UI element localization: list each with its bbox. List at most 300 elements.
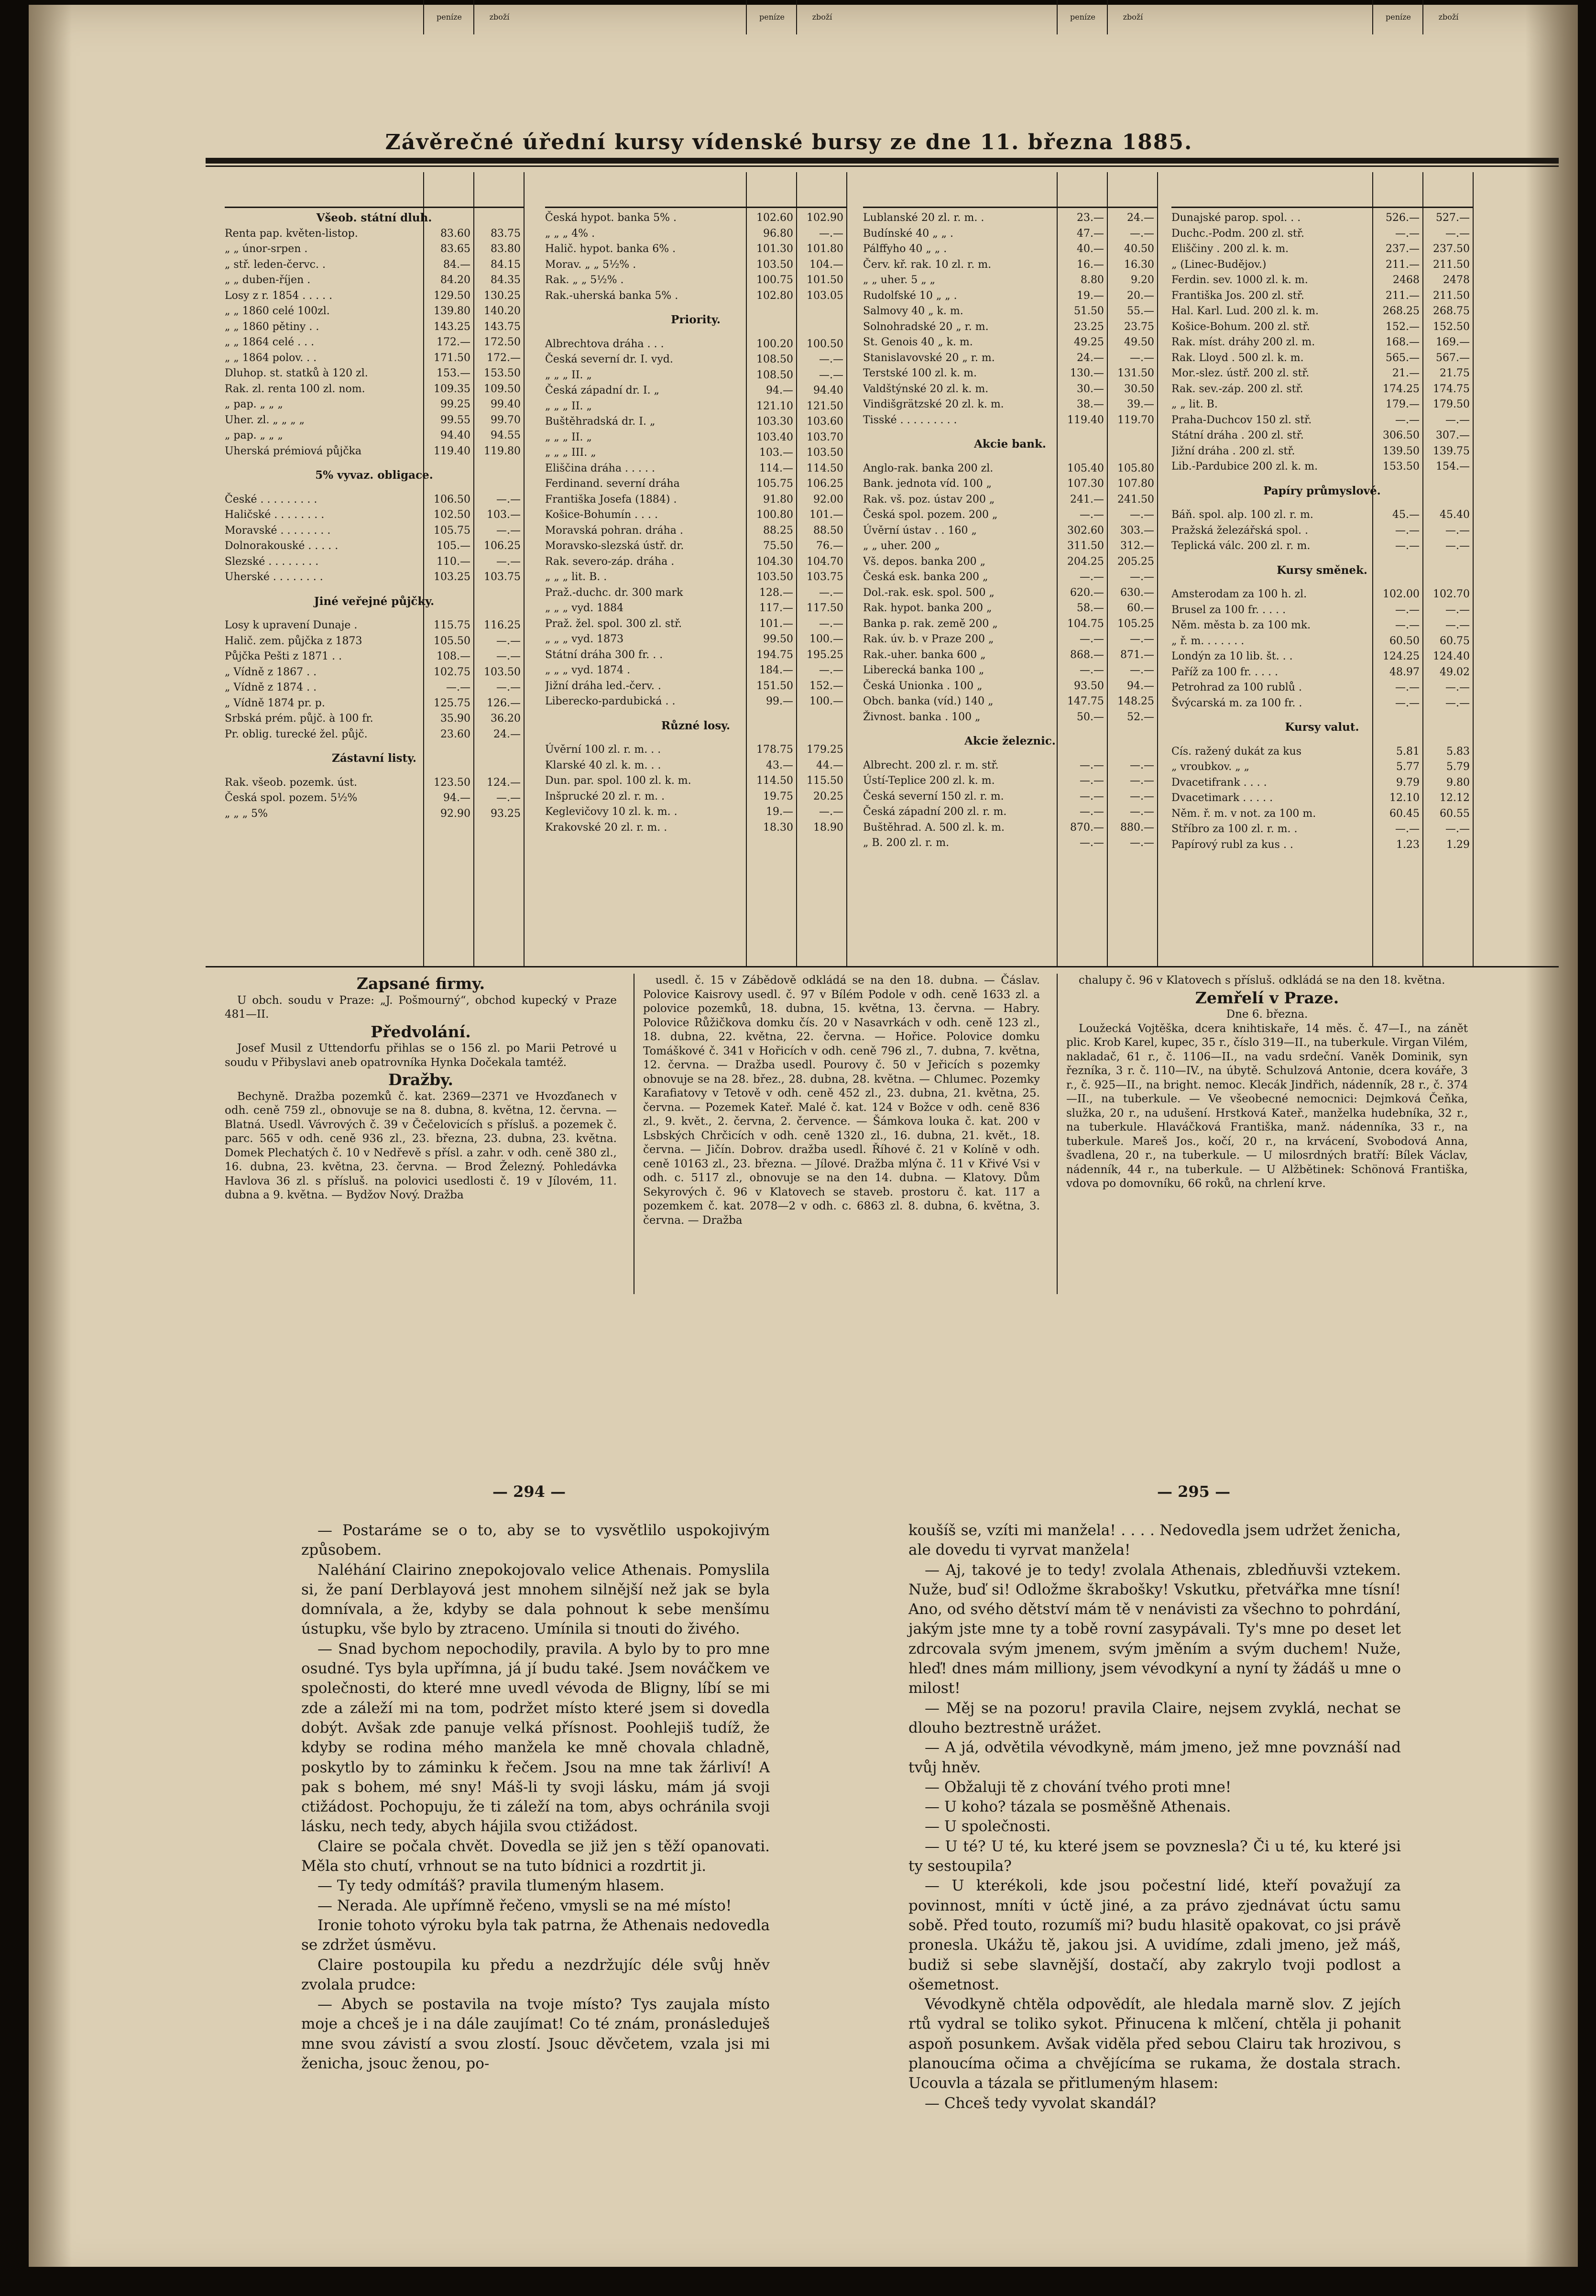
security-name: Solnohradské 20 „ r. m. bbox=[863, 320, 989, 333]
price-zbozi: —.— bbox=[496, 555, 521, 568]
price-penize: 114.— bbox=[759, 462, 793, 474]
price-penize: —.— bbox=[1080, 837, 1104, 849]
table-row bbox=[1171, 444, 1473, 460]
table-row bbox=[225, 696, 524, 712]
price-zbozi: —.— bbox=[1130, 664, 1154, 676]
row-spacer bbox=[863, 725, 1157, 734]
price-penize: 48.97 bbox=[1389, 666, 1420, 678]
price-zbozi: 76.— bbox=[816, 540, 843, 552]
column-rule bbox=[1157, 172, 1158, 966]
security-name: Rak. vš. poz. ústav 200 „ bbox=[863, 493, 995, 505]
price-zbozi: 36.20 bbox=[491, 713, 521, 725]
security-name: „ „ „ vyd. 1884 bbox=[545, 602, 624, 614]
price-zbozi: 9.80 bbox=[1446, 776, 1470, 789]
table-row bbox=[545, 461, 846, 477]
price-penize: 128.— bbox=[759, 586, 793, 599]
price-penize: 47.— bbox=[1077, 227, 1104, 240]
security-name: Dluhop. st. statků à 120 zl. bbox=[225, 367, 368, 379]
table-row bbox=[1171, 413, 1473, 428]
table-row bbox=[545, 399, 846, 415]
price-zbozi: 44.— bbox=[816, 759, 843, 771]
price-zbozi: 241.50 bbox=[1117, 493, 1154, 505]
table-row bbox=[1171, 257, 1473, 273]
security-name: Petrohrad za 100 rublů . bbox=[1171, 681, 1302, 693]
table-row bbox=[1171, 696, 1473, 712]
price-penize: 179.— bbox=[1386, 398, 1420, 410]
table-row bbox=[1171, 791, 1473, 806]
row-spacer bbox=[1171, 499, 1473, 507]
price-penize: 868.— bbox=[1070, 648, 1104, 661]
table-row bbox=[225, 775, 524, 791]
price-zbozi: —.— bbox=[1445, 227, 1470, 240]
price-penize: —.— bbox=[1080, 509, 1104, 521]
security-name: Česká severní 150 zl. r. m. bbox=[863, 790, 1004, 802]
price-penize: 2468 bbox=[1393, 274, 1420, 286]
price-zbozi: 99.40 bbox=[491, 398, 521, 410]
security-name: Báň. spol. alp. 100 zl. r. m. bbox=[1171, 509, 1313, 521]
price-penize: 18.30 bbox=[763, 821, 793, 834]
column-rule bbox=[524, 172, 525, 966]
price-penize: 19.— bbox=[1077, 289, 1104, 302]
price-zbozi: 114.50 bbox=[807, 462, 843, 474]
table-row bbox=[863, 288, 1157, 304]
price-zbozi: 103.50 bbox=[807, 447, 843, 459]
table-row bbox=[863, 694, 1157, 710]
security-name: Ferdin. sev. 1000 zl. k. m. bbox=[1171, 274, 1308, 286]
price-penize: 49.25 bbox=[1074, 336, 1104, 348]
security-name: Brusel za 100 fr. . . . . bbox=[1171, 604, 1286, 616]
price-zbozi: 104.— bbox=[809, 258, 843, 271]
table-row bbox=[863, 570, 1157, 585]
section-heading bbox=[863, 734, 1157, 749]
price-penize: 60.45 bbox=[1389, 807, 1420, 820]
price-zbozi: 119.80 bbox=[484, 445, 521, 457]
table-row bbox=[863, 663, 1157, 679]
row-spacer bbox=[545, 328, 846, 337]
table-row bbox=[225, 618, 524, 634]
price-penize: 124.25 bbox=[1383, 650, 1420, 662]
security-name: Rak.-uher. banka 600 „ bbox=[863, 648, 986, 661]
section-title: Kursy směnek. bbox=[1277, 563, 1367, 577]
price-zbozi: 116.25 bbox=[484, 619, 521, 631]
price-penize: 102.60 bbox=[756, 212, 793, 224]
price-penize: —.— bbox=[1080, 775, 1104, 787]
security-name: „ „ uher. 5 „ „ bbox=[863, 274, 936, 286]
table-row bbox=[863, 616, 1157, 632]
price-penize: 620.— bbox=[1070, 586, 1104, 599]
price-penize: 153.— bbox=[437, 367, 470, 379]
price-zbozi: —.— bbox=[1130, 806, 1154, 818]
story-paragraph: — Nerada. Ale upřímně řečeno, vmysli se na mé místo! bbox=[317, 1897, 732, 1914]
table-row bbox=[863, 648, 1157, 663]
price-penize: 83.65 bbox=[440, 243, 470, 255]
security-name: Halič. hypot. banka 6% . bbox=[545, 243, 676, 255]
table-row bbox=[225, 554, 524, 570]
security-name: Losy z r. 1854 . . . . . bbox=[225, 289, 333, 302]
price-zbozi: 49.02 bbox=[1440, 666, 1470, 678]
table-row bbox=[863, 397, 1157, 413]
price-zbozi: —.— bbox=[1445, 604, 1470, 616]
price-zbozi: 60.75 bbox=[1440, 635, 1470, 647]
notice-column-1 bbox=[225, 974, 617, 1203]
header-zbozi: zboží bbox=[1107, 0, 1158, 34]
price-penize: 16.— bbox=[1077, 258, 1104, 271]
section-heading bbox=[545, 312, 846, 328]
price-zbozi: 94.55 bbox=[491, 429, 521, 441]
table-row bbox=[863, 538, 1157, 554]
price-penize: 211.— bbox=[1386, 258, 1420, 271]
security-name: Košice-Bohumín . . . . bbox=[545, 509, 658, 521]
security-name: „ ř. m. . . . . . . bbox=[1171, 635, 1245, 647]
price-penize: 103.— bbox=[759, 447, 793, 459]
security-name: Londýn za 10 lib. št. . . bbox=[1171, 650, 1293, 662]
price-penize: —.— bbox=[446, 681, 470, 693]
price-zbozi: 106.25 bbox=[807, 478, 843, 490]
price-zbozi: 169.— bbox=[1436, 336, 1470, 348]
table-row bbox=[545, 804, 846, 820]
price-zbozi: 92.00 bbox=[813, 493, 843, 505]
table-bottom-rule bbox=[206, 966, 1559, 967]
security-name: Dol.-rak. esk. spol. 500 „ bbox=[863, 586, 995, 599]
table-row bbox=[1171, 775, 1473, 791]
security-name: Hal. Karl. Lud. 200 zl. k. m. bbox=[1171, 305, 1319, 317]
price-zbozi: —.— bbox=[496, 493, 521, 505]
security-name: Česká esk. banka 200 „ bbox=[863, 571, 988, 583]
price-zbozi: 103.70 bbox=[807, 431, 843, 443]
security-name: „ „ „ II. „ bbox=[545, 431, 592, 443]
price-penize: 268.25 bbox=[1383, 305, 1420, 317]
table-row bbox=[1171, 603, 1473, 618]
price-penize: 93.50 bbox=[1074, 680, 1104, 692]
table-row bbox=[545, 694, 846, 710]
header-zbozi: zboží bbox=[796, 0, 847, 34]
price-penize: 21.— bbox=[1392, 367, 1420, 379]
security-name: Živnost. banka . 100 „ bbox=[863, 711, 981, 723]
security-name: Rak.-uherská banka 5% . bbox=[545, 289, 678, 302]
price-penize: 302.60 bbox=[1067, 524, 1104, 537]
price-penize: 139.50 bbox=[1383, 445, 1420, 457]
price-penize: 24.— bbox=[1077, 352, 1104, 364]
price-penize: 45.— bbox=[1392, 509, 1420, 521]
price-penize: 139.80 bbox=[434, 305, 470, 317]
story-paragraph: — U té? U té, ku které jsem se povznesla? Či u té, ku které jsi ty sestoupila? bbox=[908, 1837, 1401, 1875]
table-row bbox=[863, 257, 1157, 273]
table-column-4 bbox=[1171, 210, 1473, 966]
page-bottom-edge bbox=[0, 2267, 1596, 2296]
security-name: Budínské 40 „ „ . bbox=[863, 227, 954, 240]
table-row bbox=[225, 680, 524, 696]
security-name: „ „ „ 5% bbox=[225, 807, 268, 820]
price-zbozi: —.— bbox=[496, 792, 521, 804]
price-zbozi: 2478 bbox=[1443, 274, 1470, 286]
security-name: Halič. zem. půjčka z 1873 bbox=[225, 635, 362, 647]
row-spacer bbox=[1171, 711, 1473, 720]
price-zbozi: 52.— bbox=[1127, 711, 1154, 723]
table-row bbox=[863, 601, 1157, 616]
section-title: Zástavní listy. bbox=[332, 752, 416, 765]
security-name: Rak. míst. dráhy 200 zl. m. bbox=[1171, 336, 1315, 348]
price-zbozi: —.— bbox=[1445, 414, 1470, 426]
security-name: „ vroubkov. „ „ bbox=[1171, 761, 1250, 773]
notice-column-2 bbox=[643, 974, 1040, 1228]
security-name: Státní dráha 300 fr. . . bbox=[545, 648, 663, 661]
section-heading bbox=[225, 751, 524, 767]
table-row bbox=[545, 414, 846, 430]
table-row bbox=[863, 632, 1157, 648]
header-zbozi: zboží bbox=[1422, 0, 1474, 34]
price-penize: 84.20 bbox=[440, 274, 470, 286]
table-row bbox=[1171, 634, 1473, 649]
security-name: Františka Jos. 200 zl. stř. bbox=[1171, 289, 1304, 302]
security-name: Albrecht. 200 zl. r. m. stř. bbox=[863, 759, 999, 771]
price-zbozi: 100.50 bbox=[807, 338, 843, 350]
price-zbozi: —.— bbox=[819, 664, 843, 676]
price-penize: 5.81 bbox=[1396, 745, 1420, 758]
section-title: Kursy valut. bbox=[1285, 721, 1359, 734]
price-penize: 100.80 bbox=[756, 509, 793, 521]
price-penize: 311.50 bbox=[1067, 540, 1104, 552]
table-row bbox=[1171, 226, 1473, 242]
security-name: Lib.-Pardubice 200 zl. k. m. bbox=[1171, 461, 1318, 472]
price-penize: 153.50 bbox=[1383, 461, 1420, 472]
row-spacer bbox=[1171, 736, 1473, 744]
security-name: Česká západní dr. I. „ bbox=[545, 384, 660, 396]
price-penize: 101.— bbox=[759, 617, 793, 630]
price-penize: 306.50 bbox=[1383, 429, 1420, 441]
table-row bbox=[225, 257, 524, 273]
security-name: Uher. zl. „ „ „ „ bbox=[225, 414, 305, 426]
security-name: „ „ únor-srpen . bbox=[225, 243, 308, 255]
table-row bbox=[1171, 382, 1473, 397]
table-row bbox=[1171, 822, 1473, 837]
security-name: Albrechtova dráha . . . bbox=[545, 338, 664, 350]
table-row bbox=[225, 335, 524, 351]
table-row bbox=[545, 445, 846, 461]
price-zbozi: —.— bbox=[819, 806, 843, 818]
section-title: 5% vyvaz. obligace. bbox=[315, 469, 433, 482]
price-penize: —.— bbox=[1080, 571, 1104, 583]
price-zbozi: 101.50 bbox=[807, 274, 843, 286]
price-zbozi: 84.35 bbox=[491, 274, 521, 286]
table-row bbox=[545, 210, 846, 226]
price-penize: 75.50 bbox=[763, 540, 793, 552]
security-name: Bank. jednota víd. 100 „ bbox=[863, 478, 992, 490]
table-row bbox=[863, 523, 1157, 539]
section-heading bbox=[225, 594, 524, 610]
table-row bbox=[545, 789, 846, 805]
price-penize: 50.— bbox=[1077, 711, 1104, 723]
price-zbozi: 131.50 bbox=[1117, 367, 1154, 379]
security-name: „ „ uher. 200 „ bbox=[863, 540, 940, 552]
price-penize: 105.75 bbox=[434, 524, 470, 537]
price-zbozi: —.— bbox=[496, 650, 521, 662]
security-name: Rak. severo-záp. dráha . bbox=[545, 555, 675, 568]
price-penize: —.— bbox=[1395, 697, 1420, 709]
price-penize: 109.35 bbox=[434, 383, 470, 395]
table-row bbox=[1171, 210, 1473, 226]
price-penize: 104.75 bbox=[1067, 617, 1104, 630]
price-zbozi: 105.25 bbox=[1117, 617, 1154, 630]
story-paragraph: — Měj se na pozoru! pravila Claire, nejsem zvyklá, nechat se dlouho beztrestně urážet. bbox=[908, 1699, 1401, 1736]
price-penize: 102.00 bbox=[1383, 588, 1420, 600]
price-penize: 103.30 bbox=[756, 416, 793, 428]
exchange-title: Závěrečné úřední kursy vídenské bursy ze dne 11. března 1885. bbox=[385, 130, 1193, 154]
price-penize: 103.25 bbox=[434, 571, 470, 583]
story-paragraph: — Chceš tedy vyvolat skandál? bbox=[925, 2094, 1156, 2112]
price-zbozi: 153.50 bbox=[484, 367, 521, 379]
security-name: Rak. zl. renta 100 zl. nom. bbox=[225, 383, 365, 395]
story-paragraph: — Abych se postavila na tvoje místo? Tys zaujala místo moje a chceš je i na dále zaujímat! Co té znám, pronásleduješ mne svou závistí a svou zlostí. Jsouc děvčetem, vzala jsi mi ženicha, jsouc ženou, po- bbox=[301, 1996, 770, 2073]
table-row bbox=[863, 476, 1157, 492]
section-title: Jiné veřejné půjčky. bbox=[314, 594, 435, 608]
table-row bbox=[545, 523, 846, 539]
price-zbozi: 40.50 bbox=[1124, 243, 1154, 255]
security-name: Česká spol. pozem. 5½% bbox=[225, 792, 358, 804]
header-zbozi: zboží bbox=[473, 0, 525, 34]
price-zbozi: 115.50 bbox=[807, 775, 843, 787]
price-zbozi: —.— bbox=[1445, 619, 1470, 631]
security-name: Rak. „ „ 5½% . bbox=[545, 274, 624, 286]
table-row bbox=[1171, 538, 1473, 554]
story-paragraph: Naléhání Clairino znepokojovalo velice Athenais. Pomyslila si, že paní Derblayová jest mnohem silnější než jak se byla domnívala, a že, kdyby se dala pohnout k sebe menšímu ústupku, vše bylo by ztraceno. Umínila si tnouti do živého. bbox=[301, 1561, 770, 1638]
security-name: Úvěrní 100 zl. r. m. . . bbox=[545, 744, 661, 756]
security-name: „ Vídně 1874 pr. p. bbox=[225, 697, 325, 709]
price-zbozi: —.— bbox=[1130, 571, 1154, 583]
price-penize: 565.— bbox=[1386, 352, 1420, 364]
security-name: Liberecká banka 100 „ bbox=[863, 664, 984, 676]
price-penize: 40.— bbox=[1077, 243, 1104, 255]
security-name: Dvacetimark . . . . . bbox=[1171, 792, 1273, 804]
price-penize: —.— bbox=[1080, 759, 1104, 771]
page-number-right: — 295 — bbox=[1157, 1483, 1231, 1501]
price-zbozi: —.— bbox=[496, 635, 521, 647]
price-penize: 174.25 bbox=[1383, 383, 1420, 395]
price-zbozi: —.— bbox=[1445, 681, 1470, 693]
security-name: Česká spol. pozem. 200 „ bbox=[863, 509, 998, 521]
price-zbozi: —.— bbox=[1130, 509, 1154, 521]
story-paragraph: Claire postoupila ku předu a nezdržujíc déle svůj hněv zvolala prudce: bbox=[301, 1956, 770, 1993]
story-paragraph: — U koho? tázala se posměšně Athenais. bbox=[925, 1798, 1231, 1816]
notice-paragraph: Loužecká Vojtěška, dcera knihtiskaře, 14 měs. č. 47—I., na zánět plic. Krob Karel, kupec, 35 r., číslo 319—II., na tuberkule. Virgan Vilém, nakladač, 61 r., č. 1106—II., na vadu srdeční. Vaněk Dominik, syn řezníka, 3 r. č. 110—IV., na úbytě. Schulzová Antonie, dcera kováře, 3 r., č. 925—II., na bright. nemoc. Klecák Jindřich, nádenník, 28 r., č. 374—II., na tuberkule. — Ve všeobecné nemocnici: Dejmková Čeňka, služka, 20 r., na udušení. Hrstková Kateř., manželka hudebníka, 32 r., na tuberkule. Hlaváčková Františka, manž. nádenníka, 33 r., na tuberkule. Mareš Jos., kočí, 20 r., na krvácení, Svobodová Anna, švadlena, 20 r., na tuberkule. — U milosrdných bratří: Bílek Václav, nádenník, 44 r., na tuberkule. — U Alžbětinek: Schönová Františka, vdova po domovníku, 66 roků, na chrlení krve. bbox=[1066, 1022, 1468, 1190]
table-row bbox=[545, 368, 846, 384]
header-penize: peníze bbox=[746, 0, 797, 34]
price-zbozi: 49.50 bbox=[1124, 336, 1154, 348]
table-row bbox=[1171, 351, 1473, 366]
price-zbozi: 60.55 bbox=[1440, 807, 1470, 820]
price-zbozi: —.— bbox=[1445, 524, 1470, 537]
security-name: „ (Linec-Budějov.) bbox=[1171, 258, 1267, 271]
security-name: Teplická válc. 200 zl. r. m. bbox=[1171, 540, 1311, 552]
row-spacer bbox=[225, 609, 524, 618]
price-penize: —.— bbox=[1080, 633, 1104, 645]
table-row bbox=[863, 351, 1157, 366]
price-zbozi: 103.50 bbox=[484, 666, 521, 678]
table-column-1 bbox=[225, 210, 524, 966]
column-rule bbox=[846, 172, 847, 966]
price-zbozi: 211.50 bbox=[1433, 289, 1470, 302]
security-name: „ „ „ vyd. 1874 . bbox=[545, 664, 631, 676]
table-row bbox=[1171, 397, 1473, 413]
page-shadow-left bbox=[29, 5, 72, 2286]
price-penize: 103.40 bbox=[756, 431, 793, 443]
security-name: „ pap. „ „ „ bbox=[225, 429, 283, 441]
security-name: „ „ „ II. „ bbox=[545, 369, 592, 381]
price-penize: 99.— bbox=[766, 695, 793, 707]
security-name: Česká Unionka . 100 „ bbox=[863, 680, 983, 692]
table-row bbox=[545, 679, 846, 694]
security-name: Salmovy 40 „ k. m. bbox=[863, 305, 963, 317]
table-row bbox=[863, 335, 1157, 351]
price-zbozi: —.— bbox=[819, 369, 843, 381]
price-penize: 84.— bbox=[443, 258, 470, 271]
table-row bbox=[863, 773, 1157, 789]
security-name: „ pap. „ „ „ bbox=[225, 398, 283, 410]
price-penize: 204.25 bbox=[1067, 555, 1104, 568]
price-zbozi: 1.29 bbox=[1446, 838, 1470, 851]
price-penize: —.— bbox=[1395, 681, 1420, 693]
security-name: „ „ „ vyd. 1873 bbox=[545, 633, 624, 645]
table-row bbox=[225, 304, 524, 319]
price-penize: 241.— bbox=[1070, 493, 1104, 505]
price-penize: 114.50 bbox=[756, 775, 793, 787]
table-row bbox=[545, 383, 846, 399]
security-name: Keglevičovy 10 zl. k. m. . bbox=[545, 806, 678, 818]
header-row-4 bbox=[1171, 172, 1473, 208]
price-penize: 83.60 bbox=[440, 227, 470, 240]
price-penize: 8.80 bbox=[1081, 274, 1104, 286]
table-row bbox=[225, 366, 524, 382]
security-name: Uherské . . . . . . . . bbox=[225, 571, 323, 583]
price-zbozi: 88.50 bbox=[813, 524, 843, 537]
security-name: Renta pap. květen-listop. bbox=[225, 227, 358, 240]
table-row bbox=[863, 758, 1157, 774]
row-spacer bbox=[1171, 554, 1473, 563]
story-paragraph: Claire se počala chvět. Dovedla se již jen s těží opanovati. Měla sto chutí, vrhnout se na tuto bídnici a rozdrtit ji. bbox=[301, 1837, 770, 1875]
price-zbozi: 126.— bbox=[487, 697, 521, 709]
price-zbozi: 103.— bbox=[487, 509, 521, 521]
price-zbozi: —.— bbox=[819, 353, 843, 365]
table-row bbox=[225, 570, 524, 585]
table-row bbox=[545, 663, 846, 679]
price-zbozi: 880.— bbox=[1120, 821, 1154, 834]
price-zbozi: 18.90 bbox=[813, 821, 843, 834]
security-name: Anglo-rak. banka 200 zl. bbox=[863, 462, 994, 474]
header-row-1 bbox=[225, 172, 524, 208]
table-row bbox=[545, 430, 846, 446]
row-spacer bbox=[225, 585, 524, 594]
table-row bbox=[225, 791, 524, 806]
security-name: „ „ lit. B. bbox=[1171, 398, 1218, 410]
price-zbozi: 124.40 bbox=[1433, 650, 1470, 662]
price-penize: 108.50 bbox=[756, 369, 793, 381]
header-penize: peníze bbox=[1372, 0, 1423, 34]
table-row bbox=[545, 337, 846, 352]
price-penize: 5.77 bbox=[1396, 761, 1420, 773]
table-row bbox=[1171, 366, 1473, 382]
security-name: Moravsko-slezská ústř. dr. bbox=[545, 540, 684, 552]
price-penize: 99.50 bbox=[763, 633, 793, 645]
table-row bbox=[863, 226, 1157, 242]
security-name: „ „ 1864 celé . . . bbox=[225, 336, 315, 348]
price-zbozi: 24.— bbox=[1127, 212, 1154, 224]
table-column-3 bbox=[863, 210, 1157, 966]
section-heading bbox=[1171, 483, 1473, 499]
price-zbozi: 94.— bbox=[1127, 680, 1154, 692]
security-name: Švýcarská m. za 100 fr. . bbox=[1171, 697, 1302, 709]
price-penize: 110.— bbox=[437, 555, 470, 568]
price-penize: 9.79 bbox=[1396, 776, 1420, 789]
price-zbozi: 100.— bbox=[809, 633, 843, 645]
